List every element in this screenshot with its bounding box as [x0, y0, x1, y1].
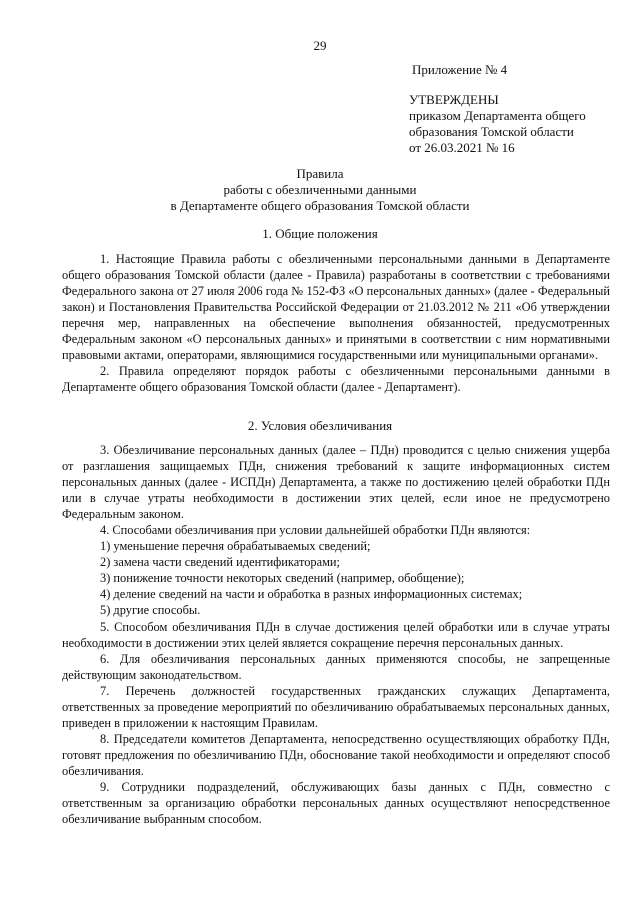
list-item: 4) деление сведений на части и обработка в разных информационных системах; [100, 587, 523, 602]
appendix-label: Приложение № 4 [412, 62, 508, 77]
section-heading: 2. Условия обезличивания [247, 418, 393, 433]
list-item: 2) замена части сведений идентификаторами; [100, 555, 341, 570]
approval-line: приказом Департамента общего [409, 108, 586, 123]
paragraph: 1. Настоящие Правила работы с обезличенными персональными данными в Департаменте общего образования Томской области (далее - Правила) разработаны в соответствии с требованиями Федерального закона от 27 июля 2006 года № 152-ФЗ «О персональных данных» (далее - Федеральный закон) и Постановления Правительства Российской Федерации от 21.03.2012 № 211 «Об утверждении перечня мер, направленных на обеспечение выполнения обязанностей, предусмотренных Федеральным законом «О персональных данных» и принятыми в соответствии с ним нормативными правовыми актами, операторами, являющимися государственными или муниципальными органами». [62, 252, 610, 363]
paragraph: 5. Способом обезличивания ПДн в случае достижения целей обработки или в случае утраты необходимости в достижении этих целей является сокращение перечня персональных данных. [62, 619, 610, 650]
title-line: работы с обезличенными данными [223, 182, 417, 197]
paragraph: 7. Перечень должностей государственных гражданских служащих Департамента, ответственных за проведение мероприятий по обезличиванию обрабатываемых персональных данных, приведен в приложении к настоящим Правилам. [62, 683, 610, 730]
title-line: Правила [296, 166, 344, 181]
list-item: 1) уменьшение перечня обрабатываемых сведений; [100, 539, 371, 554]
paragraph: 8. Председатели комитетов Департамента, непосредственно осуществляющих обработку ПДн, готовят предложения по обезличиванию ПДн, обоснование такой необходимости и определяют способ обезличивания. [62, 731, 610, 778]
approval-line: от 26.03.2021 № 16 [409, 140, 515, 155]
section-body [62, 442, 610, 827]
list-item: 3) понижение точности некоторых сведений (например, обобщение); [100, 571, 465, 586]
list-item: 5) другие способы. [100, 603, 201, 618]
section-body [62, 251, 610, 395]
title-line: в Департаменте общего образования Томской области [170, 198, 470, 213]
approval-block [409, 92, 586, 156]
page-number: 29 [313, 38, 327, 53]
paragraph: 2. Правила определяют порядок работы с обезличенными персональными данными в Департаменте общего образования Томской области (далее - Департамент). [62, 364, 610, 395]
paragraph: 4. Способами обезличивания при условии дальнейшей обработки ПДн являются: [100, 523, 531, 538]
paragraph: 3. Обезличивание персональных данных (далее – ПДн) проводится с целью снижения ущерба от разглашения защищаемых ПДн, снижения требований к защите информационных систем персональных данных (далее - ИСПДн) Департамента, а также по достижению целей обработки ПДн или в случае утраты необходимости в достижении этих целей, если иное не предусмотрено Федеральным законом. [62, 443, 610, 522]
paragraph: 9. Сотрудники подразделений, обслуживающих базы данных с ПДн, совместно с ответственным за организацию обработки персональных данных осуществляют непосредственное обезличивание выбранным способом. [62, 779, 610, 827]
section-heading: 1. Общие положения [262, 226, 378, 241]
paragraph: 6. Для обезличивания персональных данных применяются способы, не запрещенные действующим законодательством. [62, 651, 610, 682]
approval-heading: УТВЕРЖДЕНЫ [409, 92, 499, 107]
approval-line: образования Томской области [409, 124, 574, 139]
document-title [0, 166, 640, 214]
